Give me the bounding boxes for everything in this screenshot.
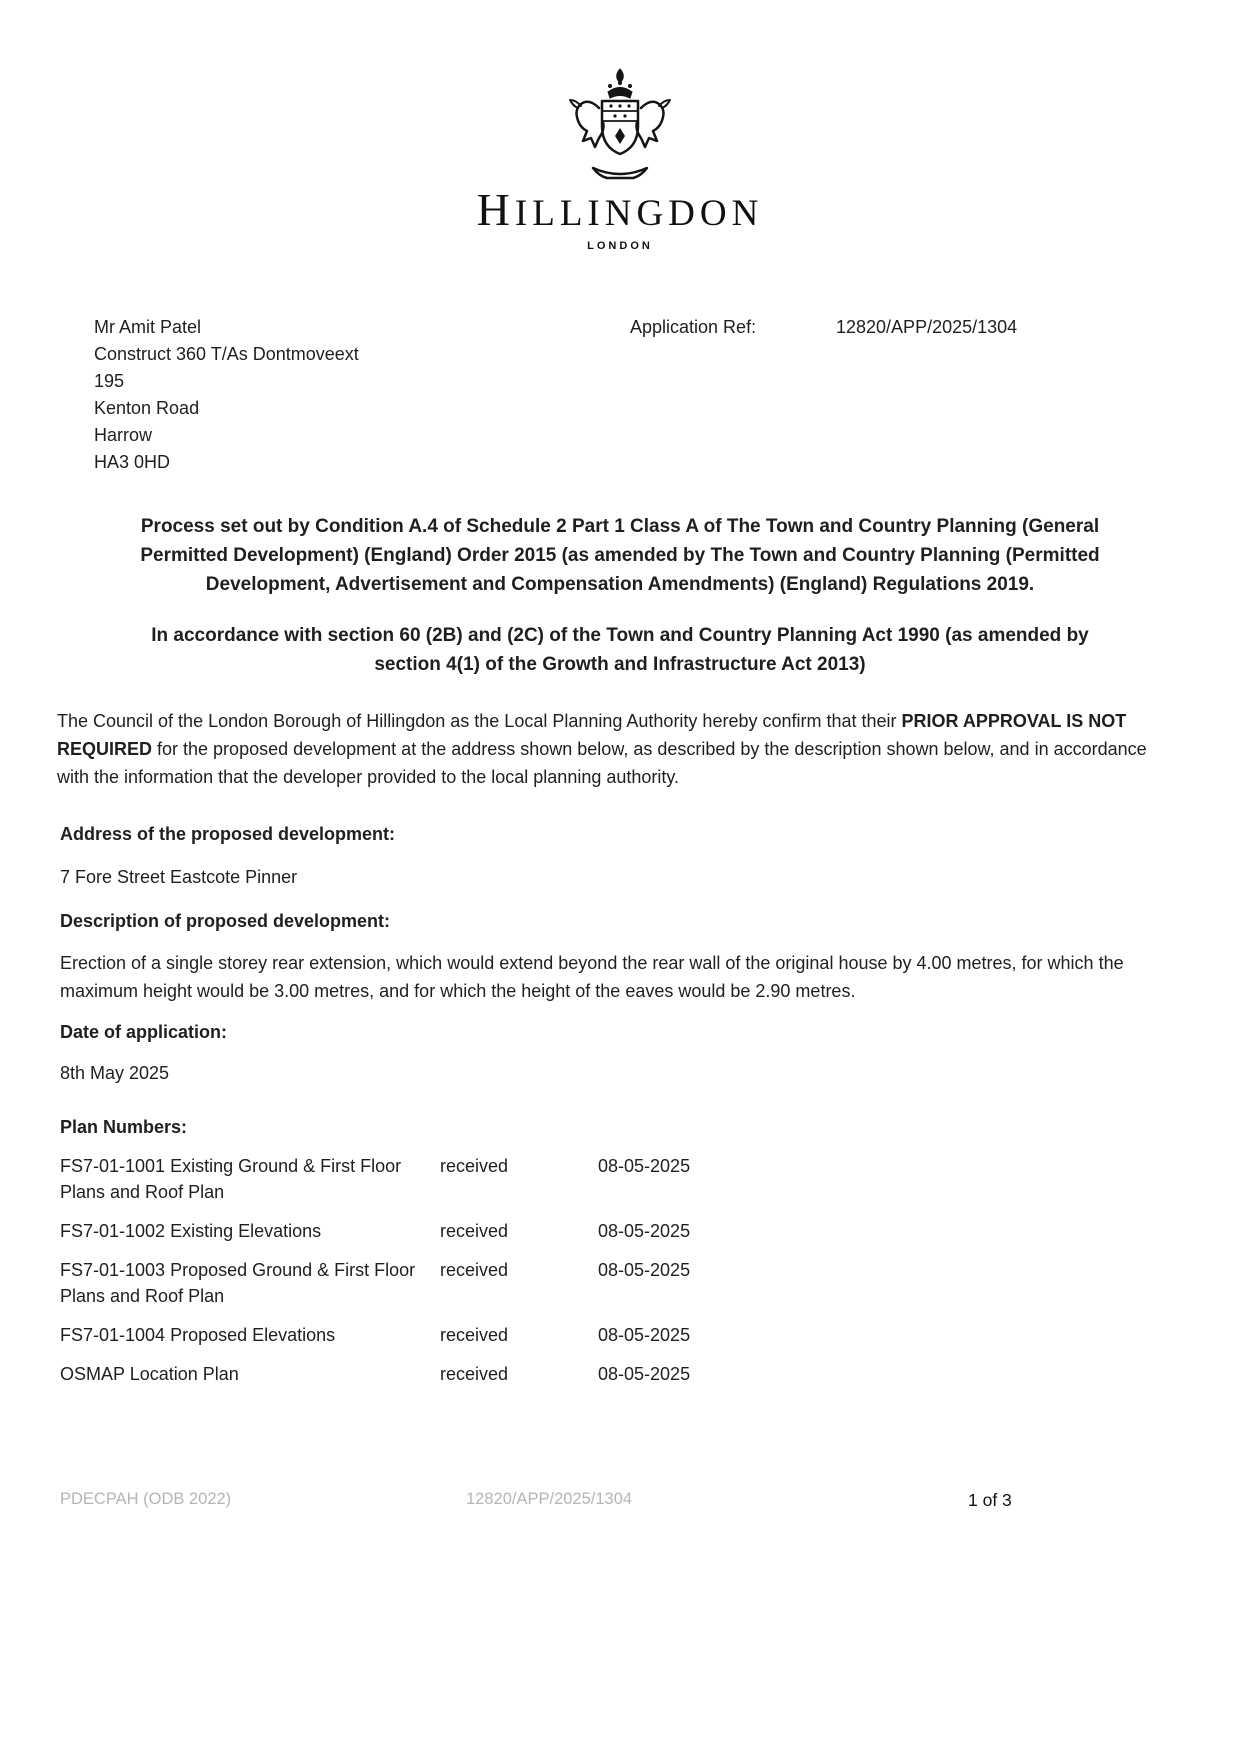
address-heading: Address of the proposed development: [60,824,396,844]
plan-date: 08-05-2025 [598,1260,691,1280]
plan-date: 08-05-2025 [598,1221,691,1241]
footer [0,1490,1240,1514]
date-value: 8th May 2025 [60,1063,170,1083]
confirmation-paragraph [57,707,1178,791]
plan-date: 08-05-2025 [598,1156,691,1176]
table-row [60,1218,1180,1244]
plan-status: received [440,1221,509,1241]
plan-date: 08-05-2025 [598,1325,691,1345]
confirmation-bold: PRIOR APPROVAL IS NOT REQUIRED [57,711,1127,759]
confirmation-part1: The Council of the London Borough of Hillingdon as the Local Planning Authority hereby confirm that their [57,711,902,731]
plans-heading: Plan Numbers: [60,1117,188,1137]
description-heading: Description of proposed development: [60,911,391,931]
address-value: 7 Fore Street Eastcote Pinner [60,867,298,887]
application-ref-label: Application Ref: [630,317,757,337]
logo-rest: ILLINGDON [514,193,764,234]
recipient-line: Mr Amit Patel [94,317,202,337]
confirmation-part2: for the proposed development at the address shown below, as described by the description shown below, and in accordance with the information that the developer provided to the local planning authority. [57,739,1147,787]
plan-name: OSMAP Location Plan [60,1364,239,1384]
application-ref-value: 12820/APP/2025/1304 [836,317,1018,337]
footer-code: PDECPAH (ODB 2022) [60,1490,232,1508]
logo-initial: H [476,184,515,235]
logo-subtitle: LONDON [587,240,653,252]
recipient-address [94,314,630,476]
recipient-line: Kenton Road [94,398,200,418]
logo-section [0,0,1240,254]
plans-table [60,1153,1180,1387]
plan-status: received [440,1364,509,1384]
accordance-heading: In accordance with section 60 (2B) and (2C) of the Town and Country Planning Act 1990 (as amended by section 4(1) of the Growth and Infrastructure Act 2013) [151,625,1089,675]
plan-status: received [440,1325,509,1345]
header-row [0,314,1240,476]
description-value: Erection of a single storey rear extension, which would extend beyond the rear wall of the original house by 4.00 metres, for which the maximum height would be 3.00 metres, and for which the height of the eaves would be 2.90 metres. [60,953,1124,1001]
recipient-line: HA3 0HD [94,452,171,472]
plan-name: FS7-01-1002 Existing Elevations [60,1221,322,1241]
table-row [60,1153,1180,1205]
plan-status: received [440,1260,509,1280]
date-heading: Date of application: [60,1022,228,1042]
table-row [60,1361,1180,1387]
plan-name: FS7-01-1004 Proposed Elevations [60,1325,336,1345]
recipient-line: Construct 360 T/As Dontmoveext [94,344,359,364]
application-ref [630,314,1017,341]
plan-name: FS7-01-1001 Existing Ground & First Floor Plans and Roof Plan [60,1156,402,1202]
plan-name: FS7-01-1003 Proposed Ground & First Floor Plans and Roof Plan [60,1260,416,1306]
logo-wordmark [0,186,1240,238]
hillingdon-crest-icon [555,66,685,186]
footer-page-number: 1 of 3 [968,1490,1012,1510]
table-row [60,1257,1180,1309]
recipient-line: 195 [94,371,125,391]
table-row [60,1322,1180,1348]
plan-date: 08-05-2025 [598,1364,691,1384]
plan-status: received [440,1156,509,1176]
recipient-line: Harrow [94,425,153,445]
footer-ref: 12820/APP/2025/1304 [466,1490,633,1508]
process-heading: Process set out by Condition A.4 of Schedule 2 Part 1 Class A of The Town and Country Planning (General Permitted Development) (England) Order 2015 (as amended by The Town and Country Planning (Permitted Development, Advertisement and Compensation Amendments) (England) Regulations 2019. [140,516,1100,595]
